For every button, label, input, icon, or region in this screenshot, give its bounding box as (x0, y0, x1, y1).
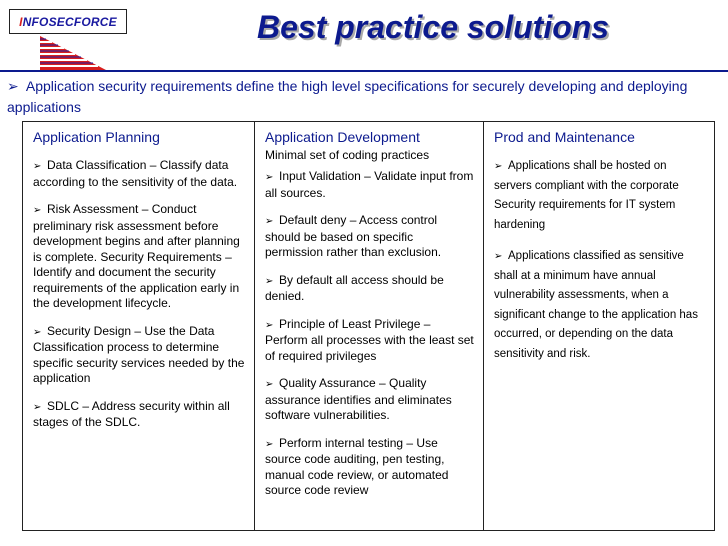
header-divider (0, 70, 728, 72)
list-item (494, 157, 705, 235)
list-item (265, 317, 474, 365)
practices-table (22, 121, 715, 531)
bullet-arrow-icon: ➢ (33, 161, 42, 172)
list-item-text: Default deny – Access control should be based on specific permission rather than exclusion. (265, 213, 442, 259)
bullet-arrow-icon: ➢ (265, 319, 274, 331)
list-item (33, 158, 245, 190)
bullet-arrow-icon: ➢ (265, 438, 274, 450)
logo-first-letter: I (19, 15, 23, 29)
list-item (33, 324, 245, 387)
list-item (265, 436, 474, 499)
column-application-planning (23, 122, 254, 530)
column-prod-and-maintenance (483, 122, 714, 530)
column-title: Application Development (265, 129, 420, 145)
column-title: Application Planning (33, 129, 160, 145)
list-item-text: Principle of Least Privilege – Perform all processes with the least set of required privileges (265, 316, 474, 363)
bullet-arrow-icon: ➢ (7, 78, 19, 94)
list-item-text: Applications shall be hosted on servers compliant with the corporate Security requirements for IT system hardening (494, 160, 679, 231)
list-item-text: By default all access should be denied. (265, 272, 444, 303)
list-item-text: Quality Assurance – Quality assurance identifies and eliminates software vulnerabilities. (265, 376, 452, 422)
list-item (265, 213, 474, 261)
bullet-arrow-icon: ➢ (33, 205, 42, 216)
bullet-arrow-icon: ➢ (494, 251, 503, 262)
bullet-arrow-icon: ➢ (33, 326, 42, 338)
bullet-arrow-icon: ➢ (494, 161, 503, 172)
intro-text (7, 76, 707, 118)
list-item-text: Perform internal testing – Use source code auditing, pen testing, manual code review, or automated source code review (265, 435, 449, 497)
company-logo (9, 9, 127, 34)
column-application-development (254, 122, 483, 530)
list-item-text: Data Classification – Classify data according to the sensitivity of the data. (33, 158, 238, 189)
intro-body: Application security requirements define the high level specifications for securely developing and deploying applications (7, 78, 688, 115)
list-item (33, 399, 245, 431)
list-item-text: SDLC – Address security within all stages of the SDLC. (33, 398, 230, 429)
column-subtitle: Minimal set of coding practices (265, 148, 430, 162)
list-item (265, 169, 474, 201)
list-item-text: Security Design – Use the Data Classification process to determine specific security services needed by the application (33, 323, 245, 385)
bullet-arrow-icon: ➢ (33, 401, 42, 413)
list-item (265, 273, 474, 305)
bullet-arrow-icon: ➢ (265, 172, 274, 183)
list-item-text: Input Validation – Validate input from all sources. (265, 169, 474, 200)
logo-text (10, 15, 126, 29)
bullet-arrow-icon: ➢ (265, 379, 274, 390)
list-item-text: Applications classified as sensitive shall at a minimum have annual vulnerability assessments, when a significant change to the application has occurred, or depending on the data sensitivity and risk. (494, 250, 698, 360)
list-item-text: Risk Assessment – Conduct preliminary risk assessment before development begins and after planning is complete. Security Requirements – Identify and document the security requirements of the application early in the development lifecycle. (33, 202, 240, 310)
list-item (494, 247, 705, 364)
list-item (33, 202, 245, 312)
column-title: Prod and Maintenance (494, 129, 635, 145)
logo-rest: NFOSECFORCE (22, 15, 117, 29)
logo-triangle-icon (40, 36, 106, 70)
list-item (265, 376, 474, 424)
bullet-arrow-icon: ➢ (265, 216, 274, 227)
bullet-arrow-icon: ➢ (265, 275, 274, 287)
slide-title: Best practice solutions (257, 9, 610, 45)
